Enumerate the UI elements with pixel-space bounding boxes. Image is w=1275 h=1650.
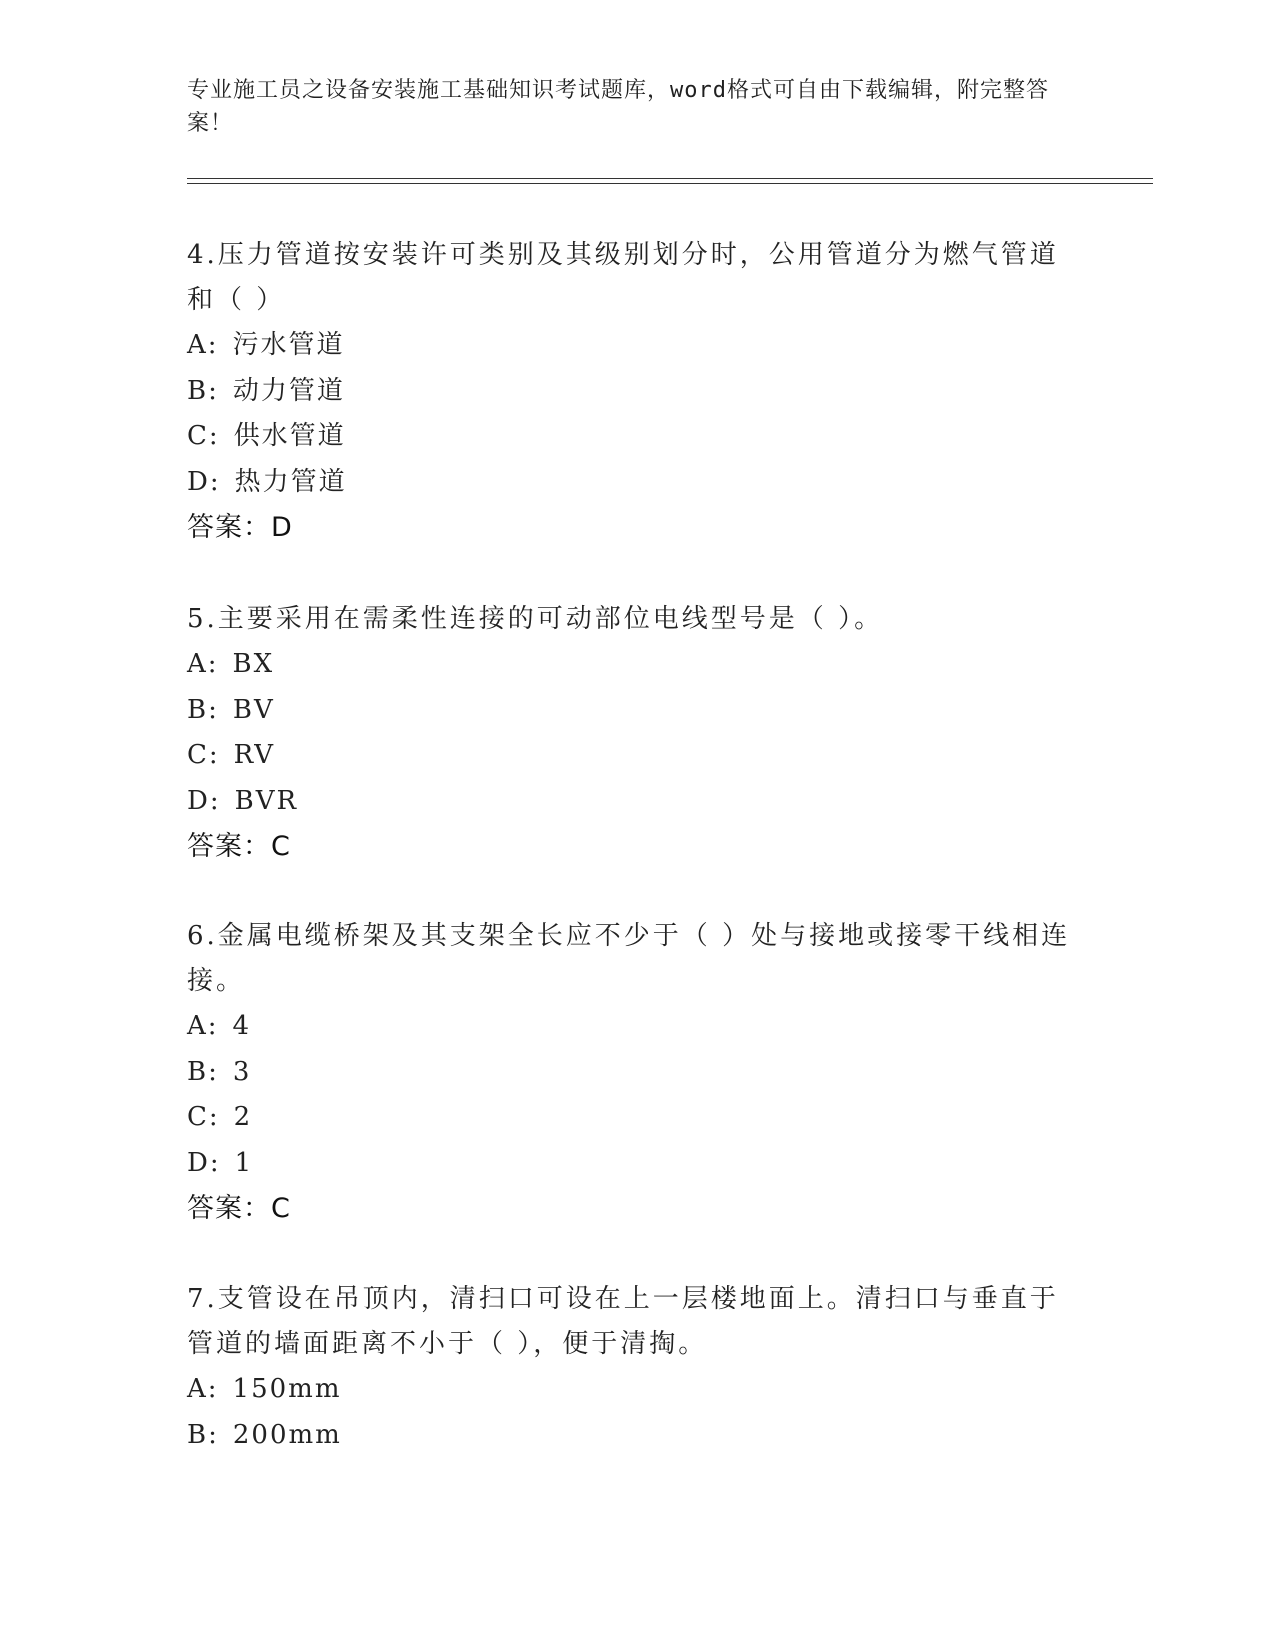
option-letter: B: (187, 1419, 219, 1450)
option-letter: D: (187, 466, 221, 497)
option-letter: A: (187, 330, 219, 360)
answer-line: 答案：C (187, 831, 291, 862)
option-b (187, 688, 1087, 734)
option-text: 动力管道 (232, 375, 345, 406)
option-text: 热力管道 (234, 466, 347, 497)
question-7 (187, 1277, 1087, 1458)
option-d (187, 1141, 1087, 1187)
option-c (187, 1095, 1087, 1141)
answer-line: 答案：C (187, 1193, 291, 1224)
option-d (187, 460, 1087, 506)
option-letter: C: (187, 740, 220, 770)
option-text: 2 (233, 1102, 253, 1132)
option-a (187, 323, 1087, 369)
option-text: 4 (232, 1011, 252, 1041)
option-letter: A: (187, 1374, 219, 1404)
option-c (187, 414, 1087, 460)
option-b (187, 1413, 1087, 1459)
option-letter: D: (187, 1147, 221, 1178)
question-stem: 5.主要采用在需柔性连接的可动部位电线型号是（ ）。 (187, 604, 884, 634)
option-letter: B: (187, 694, 219, 725)
option-text: BV (232, 694, 275, 725)
option-d (187, 779, 1087, 825)
question-4 (187, 233, 1087, 550)
option-letter: C: (187, 1102, 220, 1132)
option-a (187, 1004, 1087, 1050)
option-text: 150mm (232, 1374, 342, 1404)
option-letter: A: (187, 1011, 219, 1041)
option-text: BVR (234, 785, 299, 816)
option-text: 3 (232, 1056, 252, 1087)
question-stem: 4.压力管道按安装许可类别及其级别划分时，公用管道分为燃气管道和（ ） (187, 240, 1059, 315)
answer-line: 答案：D (187, 512, 293, 543)
option-text: 1 (234, 1147, 254, 1178)
document-header-note: 专业施工员之设备安装施工基础知识考试题库，word格式可自由下载编辑，附完整答案！ (187, 78, 1049, 136)
question-stem: 7.支管设在吊顶内，清扫口可设在上一层楼地面上。清扫口与垂直于管道的墙面距离不小于（ ），便于清掏。 (187, 1284, 1059, 1359)
option-letter: B: (187, 375, 219, 406)
option-letter: B: (187, 1056, 219, 1087)
option-text: 供水管道 (233, 421, 346, 451)
option-b (187, 1050, 1087, 1096)
option-text: 200mm (232, 1419, 342, 1450)
option-letter: C: (187, 421, 220, 451)
option-letter: A: (187, 649, 219, 679)
option-text: 污水管道 (232, 330, 345, 360)
option-letter: D: (187, 785, 221, 816)
header-divider-top (187, 178, 1153, 179)
header-divider-bottom (187, 183, 1153, 184)
option-c (187, 733, 1087, 779)
question-5 (187, 597, 1087, 869)
option-a (187, 642, 1087, 688)
option-a (187, 1367, 1087, 1413)
option-text: BX (232, 649, 275, 679)
option-text: RV (233, 740, 276, 770)
question-6 (187, 914, 1087, 1231)
question-stem: 6.金属电缆桥架及其支架全长应不少于（ ）处与接地或接零干线相连接。 (187, 921, 1071, 996)
option-b (187, 369, 1087, 415)
